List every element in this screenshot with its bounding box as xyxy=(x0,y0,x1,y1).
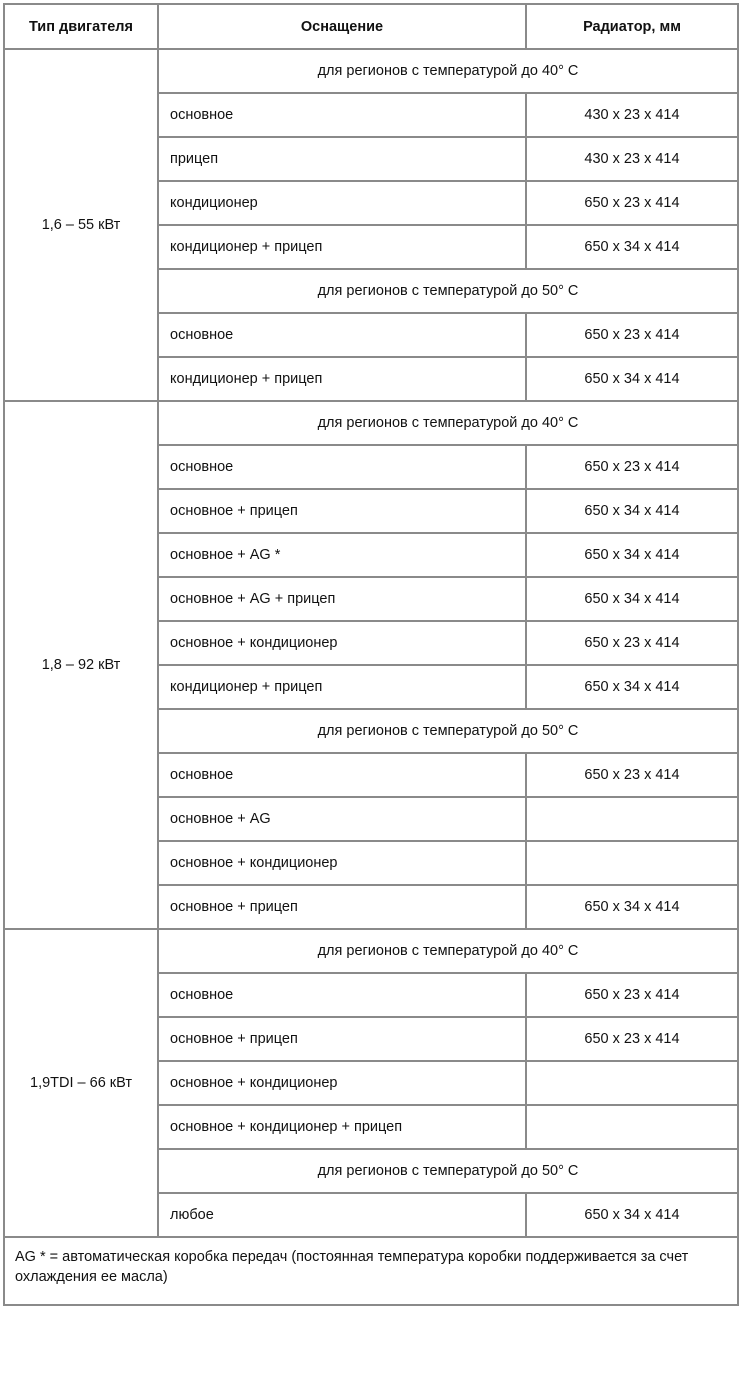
engine-type-cell: 1,9TDI – 66 кВт xyxy=(4,929,158,1237)
radiator-size-cell: 650 x 23 x 414 xyxy=(526,445,738,489)
equipment-cell: кондиционер + прицеп xyxy=(158,225,526,269)
region-section-label: для регионов с температурой до 40° С xyxy=(158,49,738,93)
equipment-cell: основное xyxy=(158,445,526,489)
equipment-cell: основное xyxy=(158,313,526,357)
equipment-cell: основное + кондиционер xyxy=(158,1061,526,1105)
header-equipment: Оснащение xyxy=(158,4,526,49)
region-section-label: для регионов с температурой до 40° С xyxy=(158,401,738,445)
radiator-size-cell: 430 x 23 x 414 xyxy=(526,93,738,137)
equipment-cell: кондиционер xyxy=(158,181,526,225)
radiator-size-cell: 650 x 34 x 414 xyxy=(526,665,738,709)
region-section-row xyxy=(4,49,738,93)
region-section-row xyxy=(4,929,738,973)
equipment-cell: кондиционер + прицеп xyxy=(158,665,526,709)
equipment-cell: прицеп xyxy=(158,137,526,181)
radiator-size-cell: 430 x 23 x 414 xyxy=(526,137,738,181)
equipment-cell: любое xyxy=(158,1193,526,1237)
equipment-cell: кондиционер + прицеп xyxy=(158,357,526,401)
equipment-cell: основное + кондиционер xyxy=(158,841,526,885)
radiator-size-cell xyxy=(526,797,738,841)
header-radiator: Радиатор, мм xyxy=(526,4,738,49)
radiator-size-cell: 650 x 34 x 414 xyxy=(526,489,738,533)
radiator-size-cell: 650 x 23 x 414 xyxy=(526,973,738,1017)
radiator-size-cell: 650 x 23 x 414 xyxy=(526,1017,738,1061)
radiator-size-cell: 650 x 23 x 414 xyxy=(526,621,738,665)
radiator-size-cell: 650 x 23 x 414 xyxy=(526,313,738,357)
equipment-cell: основное + AG xyxy=(158,797,526,841)
equipment-cell: основное + кондиционер xyxy=(158,621,526,665)
equipment-cell: основное + прицеп xyxy=(158,1017,526,1061)
engine-type-cell: 1,6 – 55 кВт xyxy=(4,49,158,401)
table-body xyxy=(4,49,738,1237)
footnote-row xyxy=(4,1237,738,1305)
region-section-label: для регионов с температурой до 50° С xyxy=(158,269,738,313)
region-section-label: для регионов с температурой до 40° С xyxy=(158,929,738,973)
engine-type-cell: 1,8 – 92 кВт xyxy=(4,401,158,929)
radiator-size-cell: 650 x 34 x 414 xyxy=(526,357,738,401)
equipment-cell: основное + AG + прицеп xyxy=(158,577,526,621)
region-section-label: для регионов с температурой до 50° С xyxy=(158,709,738,753)
radiator-size-cell: 650 x 23 x 414 xyxy=(526,753,738,797)
equipment-cell: основное xyxy=(158,973,526,1017)
equipment-cell: основное + AG * xyxy=(158,533,526,577)
region-section-row xyxy=(4,401,738,445)
radiator-size-cell xyxy=(526,841,738,885)
equipment-cell: основное + прицеп xyxy=(158,489,526,533)
region-section-label: для регионов с температурой до 50° С xyxy=(158,1149,738,1193)
radiator-size-cell xyxy=(526,1105,738,1149)
radiator-table xyxy=(3,3,739,1306)
equipment-cell: основное xyxy=(158,93,526,137)
header-engine-type: Тип двигателя xyxy=(4,4,158,49)
radiator-size-cell: 650 x 34 x 414 xyxy=(526,1193,738,1237)
radiator-size-cell: 650 x 34 x 414 xyxy=(526,225,738,269)
radiator-size-cell: 650 x 34 x 414 xyxy=(526,533,738,577)
equipment-cell: основное xyxy=(158,753,526,797)
header-row xyxy=(4,4,738,49)
footnote: AG * = автоматическая коробка передач (постоянная температура коробки поддерживается за счет охлаждения ее масла) xyxy=(4,1237,738,1305)
radiator-size-cell: 650 x 23 x 414 xyxy=(526,181,738,225)
radiator-size-cell: 650 x 34 x 414 xyxy=(526,885,738,929)
equipment-cell: основное + кондиционер + прицеп xyxy=(158,1105,526,1149)
equipment-cell: основное + прицеп xyxy=(158,885,526,929)
radiator-size-cell: 650 x 34 x 414 xyxy=(526,577,738,621)
radiator-size-cell xyxy=(526,1061,738,1105)
